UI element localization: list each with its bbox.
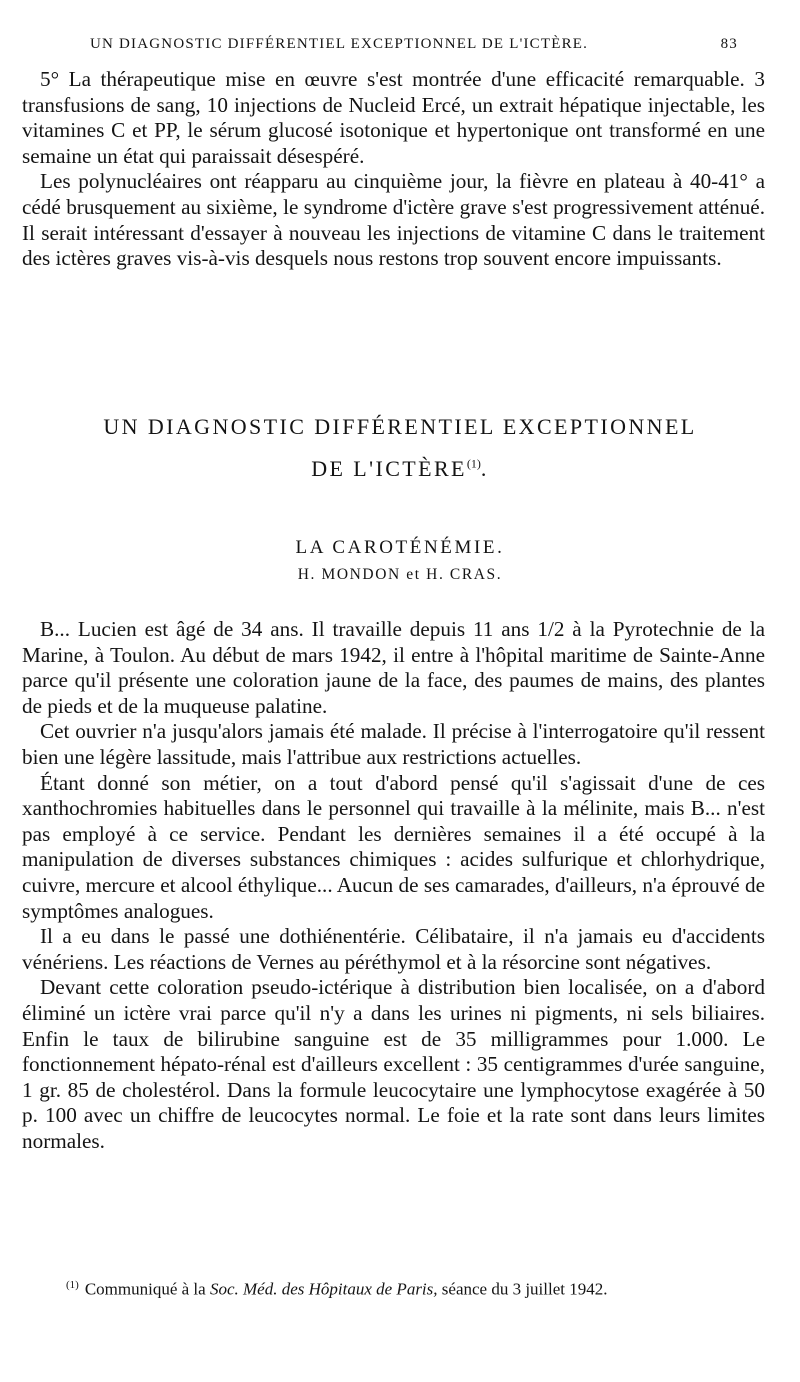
running-head-title: UN DIAGNOSTIC DIFFÉRENTIEL EXCEPTIONNEL DE L'ICTÈRE. <box>90 36 589 52</box>
running-head <box>90 36 738 53</box>
footnote-reference[interactable]: (1) <box>466 456 481 471</box>
paragraph: Devant cette coloration pseudo-ictérique à distribution bien localisée, on a d'abord éliminé un ictère vrai parce qu'il n'y a dans les urines ni pigments, ni sels biliaires. Enfin le taux de bilirubine sanguine est de 35 milligrammes pour 1.000. Le fonctionnement hépato-rénal est d'ailleurs excellent : 35 centigrammes d'urée sanguine, 1 gr. 85 de cholestérol. Dans la formule leucocytaire une lymphocytose exagérée à 50 p. 100 avec un chiffre de leucocytes normal. Le foie et la rate sont dans leurs limites normales. <box>22 975 765 1153</box>
footnote-journal: Soc. Méd. des Hôpitaux de Paris, <box>209 1279 438 1299</box>
article-title-text: DE L'ICTÈRE <box>311 456 467 481</box>
paragraph: Étant donné son métier, on a tout d'abord pensé qu'il s'agissait d'une de ces xanthochromies habituelles dans le personnel qui travaille à la mélinite, mais B... n'est pas employé à ce service. Pendant les dernières semaines il a été occupé à la manipulation de diverses substances chimiques : acides sulfurique et chlorhydrique, cuivre, mercure et alcool éthylique... Aucun de ses camarades, d'ailleurs, n'a éprouvé de symptômes analogues. <box>22 770 766 923</box>
paragraph: Il a eu dans le passé une dothiénentérie. Célibataire, il n'a jamais eu d'accidents vénériens. Les réactions de Vernes au péréthymol et à la résorcine sont négatives. <box>22 924 765 974</box>
paragraph: 5° La thérapeutique mise en œuvre s'est montrée d'une efficacité remarquable. 3 transfusions de sang, 10 injections de Nucleid Ercé, un extrait hépatique injectable, les vitamines C et PP, le sérum glucosé isotonique et hypertonique ont transformé en une semaine un état qui paraissait désespéré. <box>22 67 765 168</box>
footnote-text-before: Communiqué à la <box>84 1279 206 1299</box>
article-subtitle: LA CAROTÉNÉMIE. <box>295 537 505 558</box>
footnote <box>66 1279 766 1300</box>
page-number: 83 <box>720 36 738 52</box>
footnote-mark: (1) <box>66 1279 79 1291</box>
paragraph: B... Lucien est âgé de 34 ans. Il travaille depuis 11 ans 1/2 à la Pyrotechnie de la Marine, à Toulon. Au début de mars 1942, il entre à l'hôpital maritime de Sainte-Anne parce qu'il présente une coloration jaune de la face, des paumes de mains, des plantes de pieds et de la muqueuse palatine. <box>22 617 765 718</box>
paragraph: Les polynucléaires ont réapparu au cinquième jour, la fièvre en plateau à 40-41° a cédé brusquement au sixième, le syndrome d'ictère grave s'est progressivement atténué. Il serait intéressant d'essayer à nouveau les injections de vitamine C dans le traitement des ictères graves vis-à-vis desquels nous restons trop souvent encore impuissants. <box>22 169 765 271</box>
article-title-line-1: UN DIAGNOSTIC DIFFÉRENTIEL EXCEPTIONNEL <box>103 414 697 439</box>
footnote-text-after: séance du 3 juillet 1942. <box>441 1279 608 1299</box>
paragraph: Cet ouvrier n'a jusqu'alors jamais été malade. Il précise à l'interrogatoire qu'il ressent bien une légère lassitude, mais l'attribue aux restrictions actuelles. <box>22 719 765 769</box>
article-authors: H. MONDON et H. CRAS. <box>297 566 503 583</box>
article-body <box>22 617 765 1154</box>
article-title-line-2 <box>0 456 800 482</box>
article-title-end: . <box>480 456 489 481</box>
previous-article-conclusion <box>22 67 765 272</box>
